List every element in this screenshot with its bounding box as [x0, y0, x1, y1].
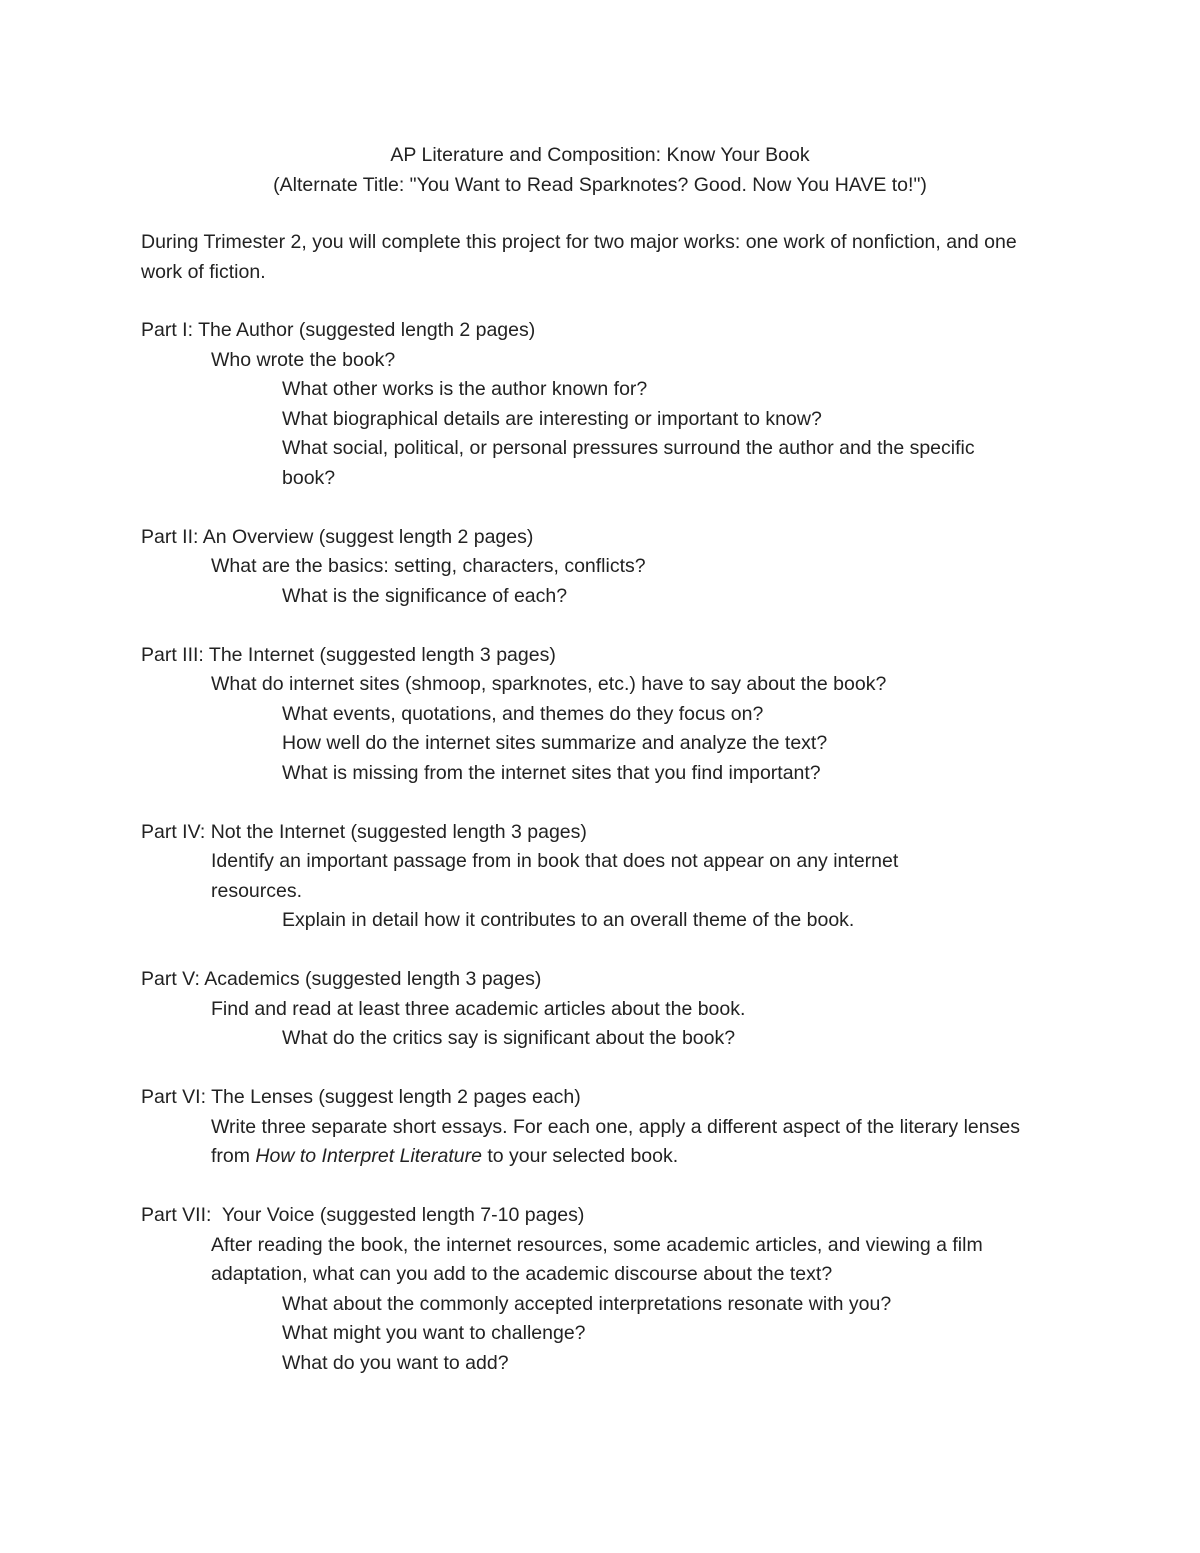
- question: After reading the book, the internet resources, some academic articles, and viewing a film adaptation, what can you add to the academic discourse about the text?: [211, 1233, 983, 1285]
- sub-question: What social, political, or personal pressures surround the author and the specific book?: [282, 437, 975, 489]
- part-heading: Part I: The Author (suggested length 2 pages): [141, 319, 536, 341]
- sub-question: What do the critics say is significant about the book?: [282, 1027, 736, 1049]
- part-heading: Part IV: Not the Internet (suggested length 3 pages): [141, 820, 587, 843]
- part-1: [141, 316, 1051, 493]
- sub-question: What biographical details are interesting or important to know?: [282, 407, 822, 430]
- part-5: [141, 965, 1051, 1054]
- question: Identify an important passage from in book that does not appear on any internet resources.: [211, 850, 899, 902]
- intro-paragraph: During Trimester 2, you will complete this project for two major works: one work of nonfiction, and one work of fiction.: [141, 231, 1017, 283]
- document-title: AP Literature and Composition: Know Your Book: [390, 144, 810, 166]
- part-heading: Part II: An Overview (suggest length 2 pages): [141, 525, 534, 548]
- part-7: [141, 1201, 1051, 1378]
- question: [141, 1113, 1051, 1172]
- title-block: [0, 141, 1200, 200]
- part-2: [141, 523, 1051, 612]
- sub-question: What is missing from the internet sites that you find important?: [282, 761, 821, 784]
- question: What do internet sites (shmoop, sparknotes, etc.) have to say about the book?: [211, 673, 887, 695]
- sub-question: What about the commonly accepted interpretations resonate with you?: [282, 1292, 892, 1315]
- book-title: How to Interpret Literature: [255, 1145, 482, 1167]
- document-subtitle: (Alternate Title: "You Want to Read Sparknotes? Good. Now You HAVE to!"): [273, 173, 927, 196]
- part-heading: Part VII: Your Voice (suggested length 7-10 pages): [141, 1204, 585, 1226]
- question: Who wrote the book?: [211, 348, 396, 371]
- question-text: Write three separate short essays. For each one, apply a different aspect of the literary lenses from: [211, 1115, 1020, 1167]
- sub-question: What events, quotations, and themes do they focus on?: [282, 702, 764, 725]
- part-3: [141, 641, 1051, 789]
- question: Find and read at least three academic articles about the book.: [211, 997, 746, 1020]
- sub-question: How well do the internet sites summarize and analyze the text?: [282, 732, 828, 754]
- sub-question: What other works is the author known for?: [282, 378, 648, 400]
- sub-question: What is the significance of each?: [282, 584, 568, 607]
- sub-question: What do you want to add?: [282, 1351, 509, 1374]
- question-text: to your selected book.: [481, 1145, 679, 1167]
- part-heading: Part III: The Internet (suggested length 3 pages): [141, 643, 556, 666]
- part-6: [141, 1083, 1051, 1172]
- part-4: [141, 818, 1051, 936]
- parts-list: [141, 316, 1051, 1408]
- sub-question: Explain in detail how it contributes to an overall theme of the book.: [282, 909, 855, 931]
- sub-question: What might you want to challenge?: [282, 1322, 586, 1344]
- question: What are the basics: setting, characters, conflicts?: [211, 555, 646, 577]
- part-heading: Part VI: The Lenses (suggest length 2 pages each): [141, 1086, 581, 1108]
- part-heading: Part V: Academics (suggested length 3 pages): [141, 968, 542, 990]
